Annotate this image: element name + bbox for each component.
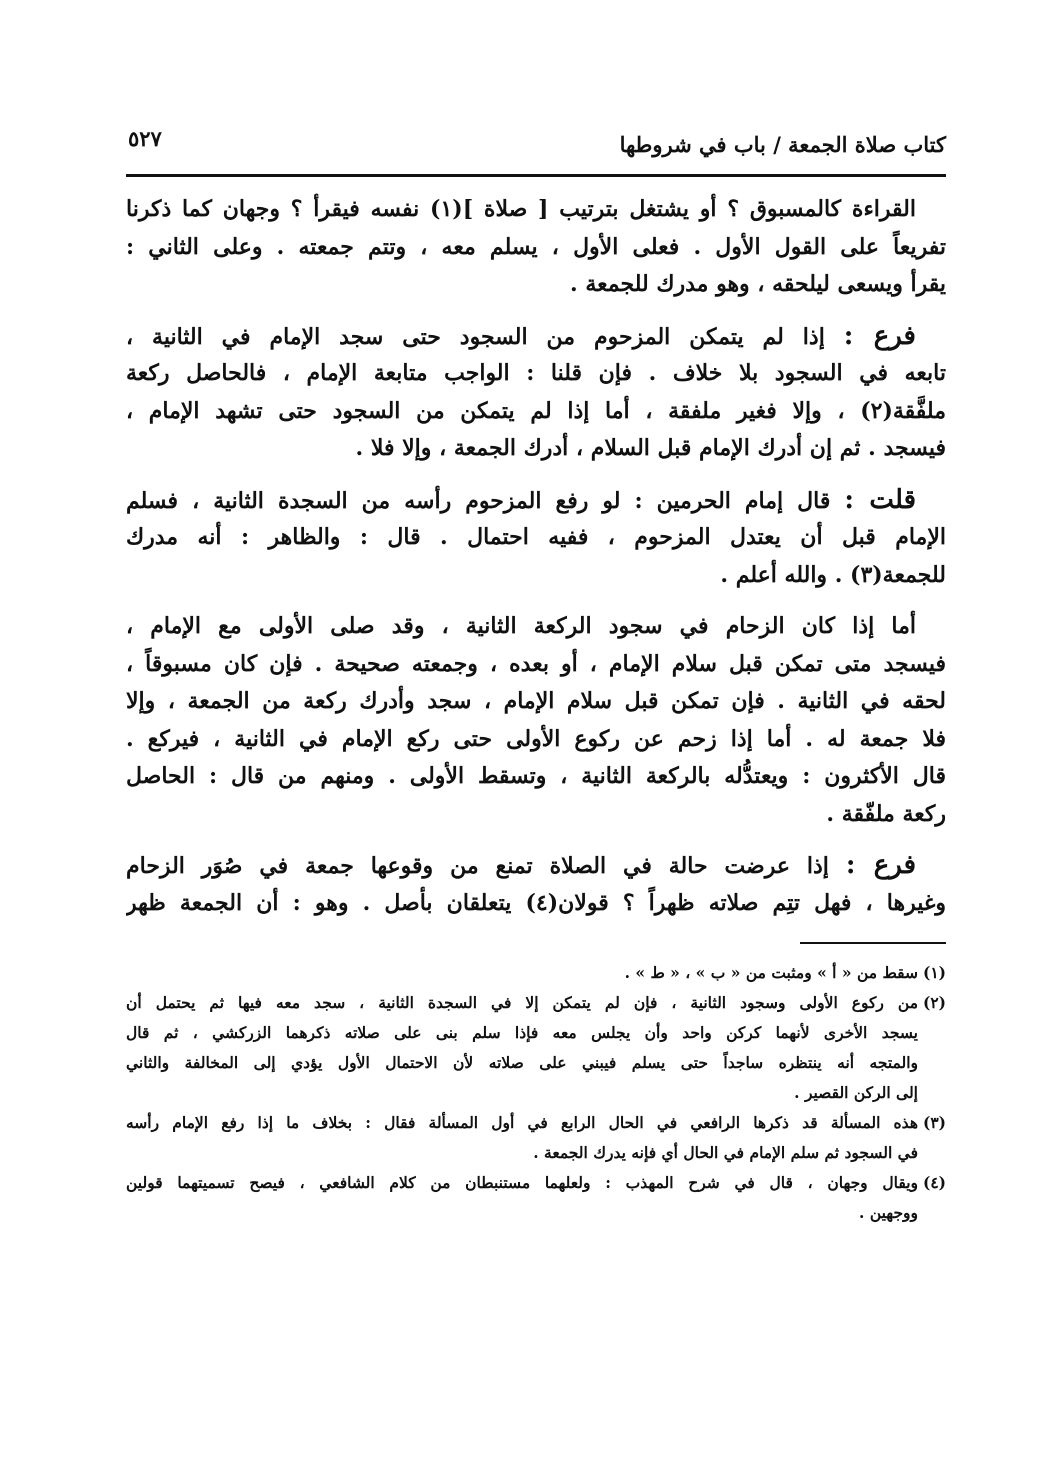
- section-lead: فرع :: [843, 320, 916, 351]
- book-page: [126, 118, 946, 1228]
- text-line: [126, 430, 946, 468]
- main-text: [126, 191, 946, 922]
- footnote-line: في السجود ثم سلم الإمام في الحال أي فإنه يدرك الجمعة .: [533, 1143, 918, 1162]
- line-text: الإمام قبل أن يعتدل المزحوم ، ففيه احتمال . قال : والظاهر : أنه مدرك: [126, 524, 946, 550]
- page-number: ٥٢٧: [128, 126, 162, 151]
- footnotes: [126, 958, 946, 1228]
- text-line: [126, 646, 946, 684]
- text-line: [126, 796, 946, 834]
- line-text: فيسجد متى تمكن قبل سلام الإمام ، أو بعده ، وجمعته صحيحة . فإن كان مسبوقاً ،: [126, 650, 946, 677]
- footnote-number: (٤): [922, 1173, 946, 1192]
- footnote-line: ووجهين .: [859, 1203, 918, 1222]
- text-line: [126, 721, 946, 759]
- footnote-line: والمتجه أنه ينتظره ساجداً حتى يسلم فيبني على صلاته لأن الاحتمال الأول يؤدي إلى المخالفة والثاني: [126, 1053, 918, 1072]
- line-text: يقرأ ويسعى ليلحقه ، وهو مدرك للجمعة .: [570, 271, 946, 297]
- text-line: [126, 229, 946, 267]
- footnote-number: (٣): [922, 1113, 946, 1132]
- section-lead: فرع :: [845, 850, 916, 880]
- footnote-number: (٢): [922, 993, 946, 1012]
- footnote-line: سقط من « أ » ومثبت من « ب » ، « ط » .: [624, 963, 918, 982]
- line-text: لحقه في الثانية . فإن تمكن قبل سلام الإمام ، سجد وأدرك ركعة من الجمعة ، وإلا: [126, 688, 946, 714]
- line-text: للجمعة(٣) . والله أعلم .: [720, 561, 946, 588]
- footnote: [126, 1168, 946, 1228]
- text-line: [126, 355, 946, 393]
- footnote-line: ويقال وجهان ، قال في شرح المهذب : ولعلهما مستنبطان من كلام الشافعي ، فيصح تسميتهما قولين: [126, 1173, 918, 1192]
- text-line: [126, 758, 946, 796]
- text-line: [126, 557, 946, 595]
- text-line: [126, 683, 946, 721]
- line-text: قال الأكثرون : ويعتدُّله بالركعة الثانية ، وتسقط الأولى . ومنهم من قال : الحاصل: [126, 763, 946, 789]
- line-text: ركعة ملفّقة .: [826, 800, 946, 827]
- line-text: فيسجد . ثم إن أدرك الإمام قبل السلام ، أدرك الجمعة ، وإلا فلا .: [355, 435, 946, 461]
- text-line: [126, 885, 946, 923]
- footnote-line: من ركوع الأولى وسجود الثانية ، فإن لم يتمكن إلا في السجدة الثانية ، سجد معه فيها ثم يحتمل أن: [126, 993, 918, 1012]
- text-line: [126, 393, 946, 431]
- line-text: إذا لم يتمكن المزحوم من السجود حتى سجد الإمام في الثانية ،: [126, 323, 825, 350]
- running-header: [126, 118, 946, 168]
- paragraph: [126, 847, 946, 922]
- line-text: وغيرها ، فهل تتِم صلاته ظهراً ؟ قولان(٤) يتعلقان بأصل . وهو : أن الجمعة ظهر: [126, 889, 946, 916]
- footnote: [126, 988, 946, 1108]
- chapter-title: كتاب صلاة الجمعة / باب في شروطها: [619, 132, 946, 157]
- text-line: [126, 519, 946, 557]
- footnote-line: هذه المسألة قد ذكرها الرافعي في الحال الرابع في أول المسألة فقال : بخلاف ما إذا رفع الإمام رأسه: [126, 1113, 918, 1132]
- line-text: أما إذا كان الزحام في سجود الركعة الثانية ، وقد صلى الأولى مع الإمام ،: [126, 613, 916, 639]
- line-text: ملفَّقة(٢) ، وإلا فغير ملفقة ، أما إذا لم يتمكن من السجود حتى تشهد الإمام ،: [126, 397, 946, 424]
- line-text: تفريعاً على القول الأول . فعلى الأول ، يسلم معه ، وتتم جمعته . وعلى الثاني :: [126, 233, 946, 260]
- footnote-line: إلى الركن القصير .: [794, 1083, 918, 1102]
- paragraph: [126, 191, 946, 304]
- line-text: إذا عرضت حالة في الصلاة تمنع من وقوعها جمعة في صُوَر الزحام: [126, 853, 829, 879]
- text-line: [126, 318, 946, 356]
- paragraph: [126, 482, 946, 595]
- section-lead: قلت :: [844, 484, 916, 515]
- text-line: [126, 847, 946, 885]
- line-text: قال إمام الحرمين : لو رفع المزحوم رأسه من السجدة الثانية ، فسلم: [126, 487, 831, 514]
- text-line: [126, 266, 946, 304]
- line-text: القراءة كالمسبوق ؟ أو يشتغل بترتيب [ صلاة ](١) نفسه فيقرأ ؟ وجهان كما ذكرنا: [126, 196, 916, 222]
- line-text: فلا جمعة له . أما إذا زحم عن ركوع الأولى حتى ركع الإمام في الثانية ، فيركع .: [126, 725, 946, 752]
- text-line: [126, 608, 946, 646]
- footnote: [126, 1108, 946, 1168]
- footnote-number: (١): [922, 963, 946, 982]
- footnote-line: يسجد الأخرى لأنهما كركن واحد وأن يجلس معه فإذا سلم بنى على صلاته ذكرهما الزركشي ، ثم قال: [126, 1023, 918, 1042]
- paragraph: [126, 608, 946, 833]
- paragraph: [126, 318, 946, 468]
- footnote: [126, 958, 946, 988]
- text-line: [126, 191, 946, 229]
- footnote-rule: [800, 942, 946, 944]
- header-rule: [126, 174, 946, 177]
- text-line: [126, 482, 946, 520]
- line-text: تابعه في السجود بلا خلاف . فإن قلنا : الواجب متابعة الإمام ، فالحاصل ركعة: [126, 360, 946, 386]
